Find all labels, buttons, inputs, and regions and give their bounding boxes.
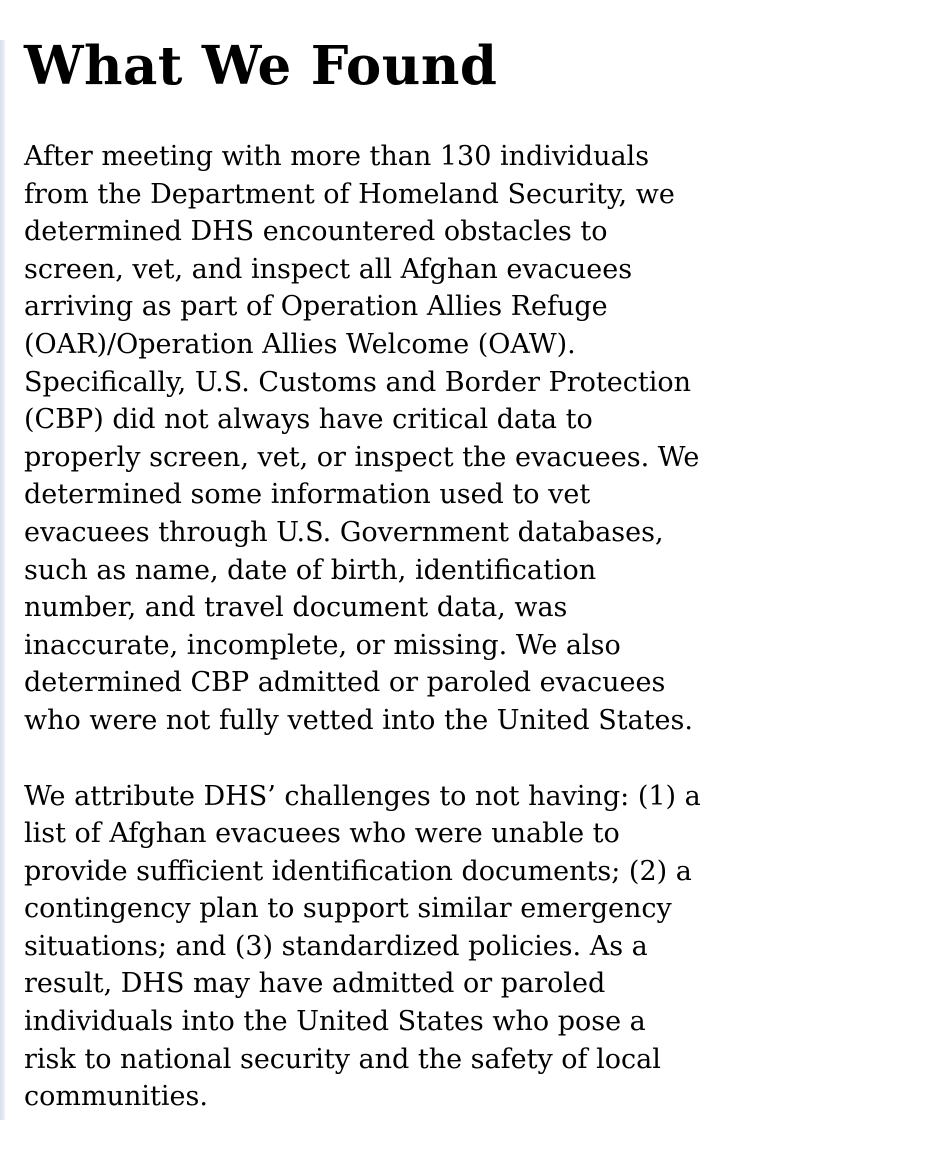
paragraph-line: properly screen, vet, or inspect the evacuees. We	[24, 441, 700, 473]
paragraph-line: list of Afghan evacuees who were unable to	[24, 818, 620, 850]
section-heading: What We Found	[24, 35, 498, 97]
paragraph-line: number, and travel document data, was	[24, 592, 568, 624]
paragraph-line: contingency plan to support similar emergency	[24, 893, 672, 925]
findings-paragraph	[24, 138, 924, 740]
document-page	[24, 0, 924, 1116]
paragraph-line: screen, vet, and inspect all Afghan evacuees	[24, 253, 633, 285]
attribution-paragraph	[24, 778, 924, 1116]
paragraph-line: determined some information used to vet	[24, 479, 591, 511]
paragraph-line: Specifically, U.S. Customs and Border Protection	[24, 366, 691, 398]
left-border-rule	[0, 40, 5, 1120]
paragraph-line: We attribute DHS’ challenges to not having: (1) a	[24, 780, 701, 812]
paragraph-line: result, DHS may have admitted or paroled	[24, 968, 606, 1000]
paragraph-line: (CBP) did not always have critical data to	[24, 404, 593, 436]
paragraph-line: who were not fully vetted into the United States.	[24, 704, 693, 736]
paragraph-line: situations; and (3) standardized policies. As a	[24, 930, 648, 962]
paragraph-line: determined DHS encountered obstacles to	[24, 216, 608, 248]
paragraph-line: communities.	[24, 1081, 208, 1113]
paragraph-line: individuals into the United States who pose a	[24, 1006, 646, 1038]
paragraph-line: from the Department of Homeland Security, we	[24, 178, 675, 210]
paragraph-line: risk to national security and the safety of local	[24, 1043, 661, 1075]
paragraph-line: arriving as part of Operation Allies Refuge	[24, 291, 608, 323]
paragraph-line: evacuees through U.S. Government databases,	[24, 516, 664, 548]
paragraph-line: provide sufficient identification documents; (2) a	[24, 855, 692, 887]
paragraph-line: (OAR)/Operation Allies Welcome (OAW).	[24, 328, 576, 360]
paragraph-line: After meeting with more than 130 individuals	[24, 141, 650, 172]
paragraph-line: inaccurate, incomplete, or missing. We also	[24, 629, 621, 661]
paragraph-line: determined CBP admitted or paroled evacuees	[24, 667, 666, 699]
paragraph-line: such as name, date of birth, identification	[24, 554, 597, 586]
